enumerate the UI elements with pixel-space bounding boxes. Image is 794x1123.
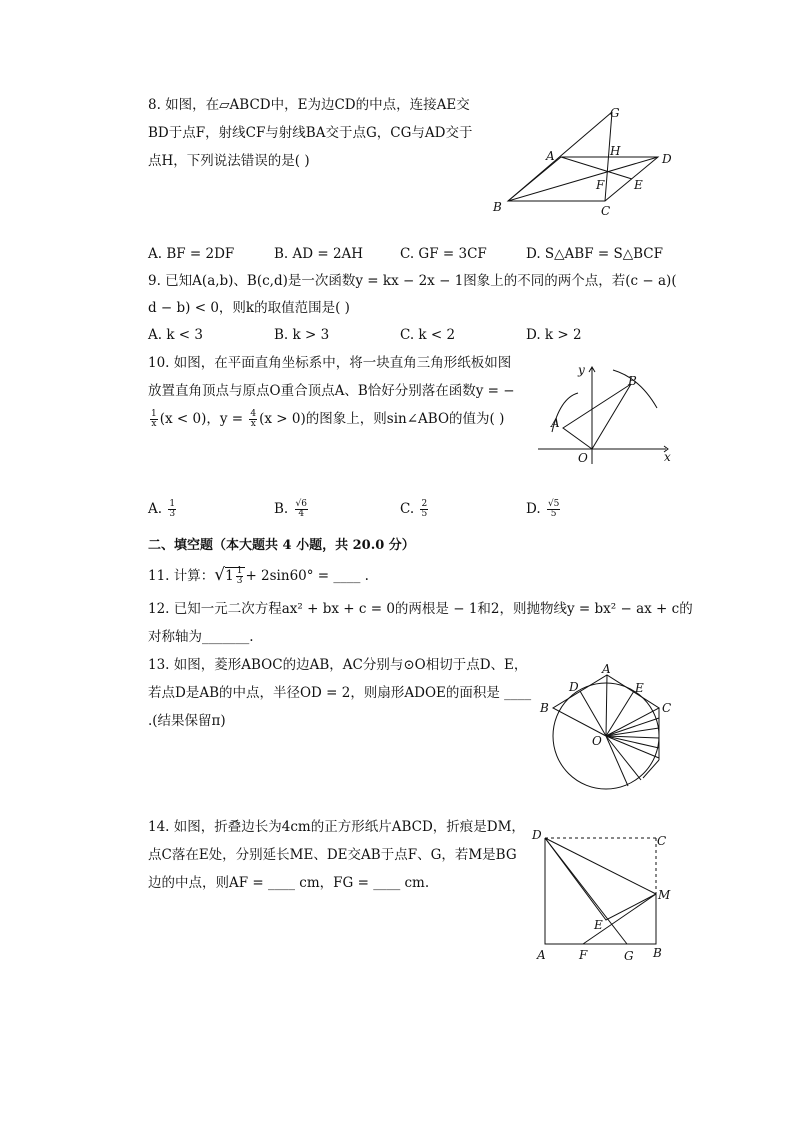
q12-line2: 对称轴为_______. (148, 629, 254, 645)
fig14-label-g: G (624, 949, 634, 963)
q11-line: 11. 计算：√1 $\frac{1}{3}$ + 2sin60° = ____ . (148, 565, 369, 586)
fig14-label-f: F (579, 948, 588, 962)
fig13-label-o: O (592, 734, 602, 748)
fig8-label-f: F (596, 178, 605, 192)
q10-option-b: B. $\frac{√6}{4}$ (274, 499, 307, 519)
fig13-label-c: C (662, 701, 672, 715)
q13-line3: .(结果保留π) (148, 713, 226, 729)
figure-q8-parallelogram (488, 100, 688, 225)
fig8-label-b: B (493, 200, 502, 214)
fig13-label-d: D (569, 680, 579, 694)
q8-option-c: C. GF = 3CF (400, 246, 487, 262)
fig8-label-e: E (634, 178, 643, 192)
fig14-label-d: D (532, 828, 542, 842)
q10-option-a: A. $\frac{1}{3}$ (148, 499, 176, 519)
fig14-label-a: A (537, 948, 546, 962)
fig13-label-a: A (602, 662, 611, 676)
q9-option-d: D. k > 2 (526, 327, 582, 343)
q8-line2: BD于点F，射线CF与射线BA交于点G，CG与AD交于 (148, 125, 473, 141)
q9-line2: d − b) < 0，则k的取值范围是( ) (148, 300, 350, 316)
fig14-label-c: C (657, 834, 667, 848)
fig14-label-m: M (658, 888, 671, 902)
q8-option-b: B. AD = 2AH (274, 246, 364, 262)
q12-line1: 12. 已知一元二次方程ax² + bx + c = 0的两根是 − 1和2，则抛物线y = bx² − ax + c的 (148, 601, 693, 617)
q10-line2: 放置直角顶点与原点O重合顶点A、B恰好分别落在函数y = − (148, 383, 515, 399)
q8-line1: 8. 如图，在▱ABCD中，E为边CD的中点，连接AE交 (148, 97, 470, 113)
fig10-label-b: B (628, 374, 637, 388)
q10-option-d: D. $\frac{√5}{5}$ (526, 499, 560, 519)
q8-line3: 点H，下列说法错误的是( ) (148, 153, 310, 169)
q14-line2: 点C落在E处，分别延长ME、DE交AB于点F、G，若M是BG (148, 847, 517, 863)
fig10-label-y: y (578, 363, 585, 377)
q9-line1: 9. 已知A(a,b)、B(c,d)是一次函数y = kx − 2x − 1图象上的不同的两个点，若(c − a)( (148, 273, 677, 289)
fig10-label-a: A (551, 416, 560, 430)
q10-frac1: $\frac{1}{x}$ (151, 409, 157, 429)
q9-option-c: C. k < 2 (400, 327, 456, 343)
fig8-label-c: C (601, 204, 611, 218)
fig8-label-h: H (610, 144, 621, 158)
q10-line3: $\frac{1}{x}$ (x < 0)，y = $\frac{4}{x}$ (x > 0)的图象上，则sin∠ABO的值为( ) (151, 409, 505, 429)
fig10-label-x: x (664, 450, 671, 464)
q14-line3: 边的中点，则AF = ____ cm，FG = ____ cm. (148, 875, 430, 891)
fig8-label-d: D (662, 152, 672, 166)
q8-option-a: A. BF = 2DF (148, 246, 235, 262)
q10-frac2: $\frac{4}{x}$ (250, 409, 257, 429)
q13-line1: 13. 如图，菱形ABOC的边AB，AC分别与⊙O相切于点D、E， (148, 657, 528, 673)
fig13-label-b: B (540, 701, 549, 715)
fig13-label-e: E (635, 681, 644, 695)
fig14-label-e: E (594, 918, 603, 932)
q10-line1: 10. 如图，在平面直角坐标系中，将一块直角三角形纸板如图 (148, 355, 512, 371)
q8-option-d: D. S△ABF = S△BCF (526, 246, 663, 262)
section-heading-fill-blank: 二、填空题（本大题共 4 小题，共 20.0 分） (148, 538, 415, 553)
q9-option-b: B. k > 3 (274, 327, 330, 343)
q13-line2: 若点D是AB的中点，半径OD = 2，则扇形ADOE的面积是 ____ (148, 685, 532, 701)
q14-line1: 14. 如图，折叠边长为4cm的正方形纸片ABCD，折痕是DM， (148, 819, 525, 835)
q9-option-a: A. k < 3 (148, 327, 203, 343)
figure-q14-folded-square (528, 824, 678, 964)
fig8-label-a: A (546, 149, 555, 163)
figure-q10-coordinate (530, 360, 680, 465)
fig8-label-g: G (610, 106, 620, 120)
figure-q13-rhombus-circle (536, 660, 676, 795)
q10-option-c: C. $\frac{2}{5}$ (400, 499, 428, 519)
fig14-label-b: B (653, 946, 662, 960)
fig10-label-o: O (578, 451, 588, 465)
